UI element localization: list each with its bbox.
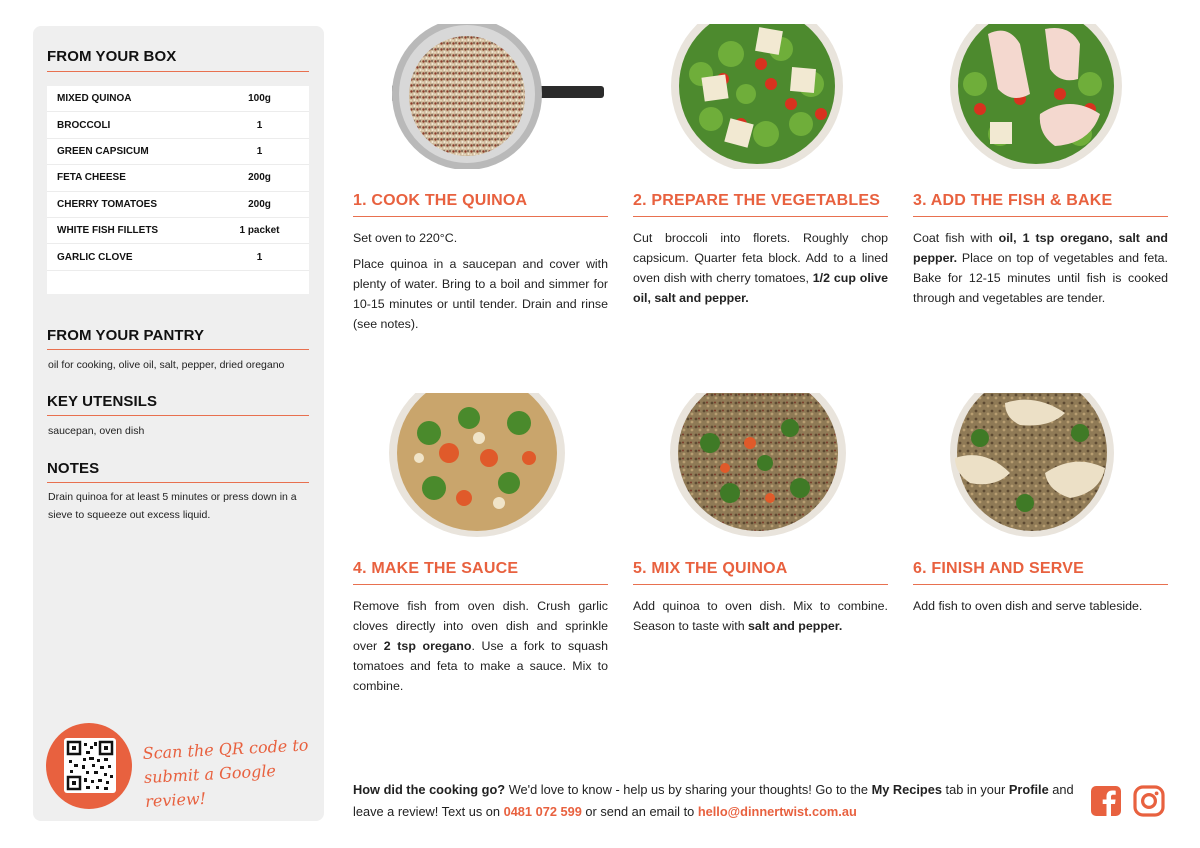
step-3-bold-text: oil, 1 tsp oregano, salt and pepper. bbox=[913, 231, 1168, 265]
divider bbox=[47, 415, 309, 416]
notes-heading: NOTES bbox=[47, 460, 100, 477]
phone-link[interactable]: 0481 072 599 bbox=[503, 804, 582, 819]
divider bbox=[633, 216, 888, 217]
step-1-title: 1. COOK THE QUINOA bbox=[353, 192, 528, 209]
step-4-text: Remove fish from oven dish. Crush garlic cloves directly into oven dish and sprinkle over bbox=[353, 599, 608, 653]
step-5-text: Add quinoa to oven dish. Mix to combine. Season to taste with bbox=[633, 599, 888, 633]
step-4-body bbox=[353, 596, 608, 702]
table-row bbox=[47, 86, 309, 112]
divider bbox=[913, 584, 1168, 585]
step-6-photo bbox=[950, 393, 1126, 538]
divider bbox=[353, 216, 608, 217]
table-row bbox=[47, 165, 309, 191]
divider bbox=[47, 71, 309, 72]
facebook-icon[interactable] bbox=[1090, 785, 1122, 817]
my-recipes-link[interactable]: My Recipes bbox=[871, 782, 942, 797]
ingredient-name: BROCCOLI bbox=[57, 119, 111, 131]
step-1-text: Set oven to 220°C. bbox=[353, 231, 458, 245]
ingredient-name: FETA CHEESE bbox=[57, 172, 126, 184]
utensils-text: saucepan, oven dish bbox=[48, 425, 145, 437]
step-2-text: Cut broccoli into florets. Roughly chop capsicum. Quarter feta block. Add to a lined oven dish with cherry tomatoes, bbox=[633, 231, 888, 285]
ingredient-name: CHERRY TOMATOES bbox=[57, 198, 158, 210]
step-5-bold-text: salt and pepper. bbox=[748, 619, 843, 633]
ingredient-name: MIXED QUINOA bbox=[57, 93, 132, 105]
qr-badge bbox=[46, 723, 132, 809]
ingredient-qty: 1 packet bbox=[239, 225, 280, 237]
footer-review-text bbox=[353, 779, 1078, 823]
footer-text: and leave a review! Text us on bbox=[353, 782, 1074, 819]
divider bbox=[353, 584, 608, 585]
step-3-title: 3. ADD THE FISH & BAKE bbox=[913, 192, 1113, 209]
ingredient-qty: 200g bbox=[248, 172, 271, 184]
pantry-text: oil for cooking, olive oil, salt, pepper, dried oregano bbox=[48, 359, 285, 371]
table-row bbox=[47, 192, 309, 218]
footer-text: tab in your bbox=[941, 782, 1009, 797]
step-3-text: Coat fish with bbox=[913, 231, 999, 245]
step-1-photo bbox=[392, 24, 604, 169]
table-row bbox=[47, 218, 309, 244]
step-5-title: 5. MIX THE QUINOA bbox=[633, 560, 788, 577]
ingredients-table bbox=[47, 86, 309, 294]
notes-text: Drain quinoa for at least 5 minutes or press down in a sieve to squeeze out excess liquid. bbox=[48, 491, 297, 521]
divider bbox=[47, 482, 309, 483]
from-your-pantry-heading: FROM YOUR PANTRY bbox=[47, 327, 205, 344]
step-4-text: . Use a fork to squash tomatoes and feta to make a sauce. Mix to combine. bbox=[353, 639, 609, 693]
step-2-title: 2. PREPARE THE VEGETABLES bbox=[633, 192, 881, 209]
table-row bbox=[47, 112, 309, 138]
step-5-body bbox=[633, 596, 888, 642]
divider bbox=[633, 584, 888, 585]
footer-text: We'd love to know - help us by sharing your thoughts! Go to the bbox=[505, 782, 872, 797]
ingredient-qty: 100g bbox=[248, 93, 271, 105]
step-6-text: Add fish to oven dish and serve tableside. bbox=[913, 599, 1143, 613]
table-row bbox=[47, 244, 309, 270]
from-your-box-heading: FROM YOUR BOX bbox=[47, 48, 177, 65]
key-utensils-heading: KEY UTENSILS bbox=[47, 393, 158, 410]
ingredient-name: GREEN CAPSICUM bbox=[57, 145, 149, 157]
step-4-title: 4. MAKE THE SAUCE bbox=[353, 560, 519, 577]
step-4-bold-text: 2 tsp oregano bbox=[383, 639, 472, 653]
qr-code-icon[interactable] bbox=[64, 738, 116, 793]
qr-review-text: Scan the QR code to submit a Google review! bbox=[142, 735, 309, 811]
table-row bbox=[47, 139, 309, 165]
ingredient-qty: 1 bbox=[256, 251, 263, 263]
step-6-title: 6. FINISH AND SERVE bbox=[913, 560, 1084, 577]
divider bbox=[913, 216, 1168, 217]
step-4-photo bbox=[389, 393, 565, 538]
step-2-bold-text: 1/2 cup olive oil, salt and pepper. bbox=[633, 271, 888, 305]
step-1-text: Place quinoa in a saucepan and cover with plenty of water. Bring to a boil and simmer for 10-15 minutes or until tender. Drain and rinse (see notes). bbox=[353, 257, 608, 331]
step-1-body bbox=[353, 228, 608, 340]
ingredient-qty: 200g bbox=[248, 198, 271, 210]
ingredient-name: WHITE FISH FILLETS bbox=[57, 225, 159, 237]
instagram-icon[interactable] bbox=[1133, 785, 1165, 817]
sidebar bbox=[33, 26, 324, 821]
divider bbox=[47, 349, 309, 350]
step-3-body bbox=[913, 228, 1168, 314]
step-6-body bbox=[913, 596, 1168, 622]
ingredient-name: GARLIC CLOVE bbox=[57, 251, 133, 263]
step-3-photo bbox=[950, 24, 1126, 169]
profile-link[interactable]: Profile bbox=[1008, 782, 1049, 797]
ingredient-qty: 1 bbox=[256, 145, 263, 157]
footer-text: or send an email to bbox=[581, 804, 698, 819]
email-link[interactable]: hello@dinnertwist.com.au bbox=[697, 804, 857, 819]
ingredient-qty: 1 bbox=[256, 119, 263, 131]
step-2-photo bbox=[671, 24, 847, 169]
step-2-body bbox=[633, 228, 888, 314]
step-5-photo bbox=[670, 393, 846, 538]
step-3-text: Place on top of vegetables and feta. Bake for 12-15 minutes until fish is cooked through and vegetables are tender. bbox=[913, 251, 1168, 305]
footer-question: How did the cooking go? bbox=[353, 782, 506, 797]
table-row-empty bbox=[47, 271, 309, 295]
